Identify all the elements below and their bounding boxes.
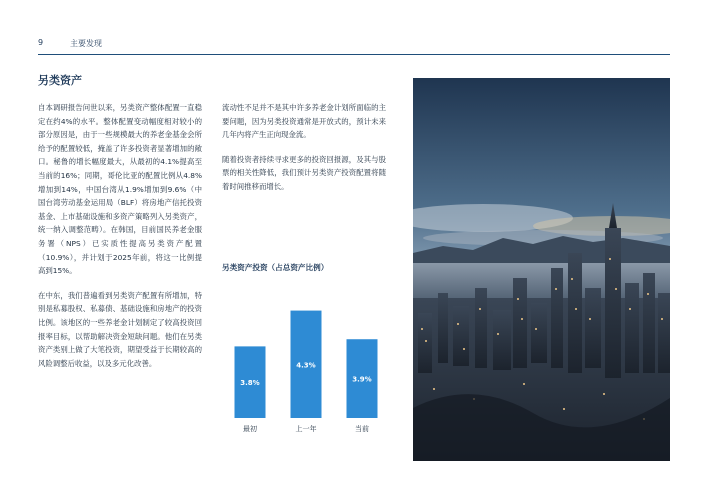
section-title: 主要发现	[70, 39, 102, 48]
header-divider	[38, 54, 670, 55]
paragraph: 流动性不足并不是其中许多养老金计划所面临的主要问题，因为另类投资通常是开放式的，预计未来几年内将产生正向现金流。	[222, 103, 386, 140]
page-number: 9	[38, 38, 44, 47]
paragraph: 自本调研报告问世以来，另类资产整体配置一直稳定在约4%的水平。整体配置变动幅度相对较小的部分原因是，由于一些规模最大的养老金基金会所给予的配置较低，掩盖了许多投资者显著增加的敞口。秘鲁的增长幅度最大，从最初的4.1%提高至当前的16%；同期，哥伦比亚的配置比例从4.8%增加到14%，中国台湾从1.9%增加到9.6%（中国台湾劳动基金运用局（BLF）将房地产信托投资基金、上市基础设施和多资产策略列入另类资产，统一纳入调整范畴）。在韩国，目前国民养老金服务署（NPS）已实质性提高另类资产配置（10.9%），并计划于2025年前，将这一比例提高到15%。	[38, 103, 202, 276]
chart-title: 另类资产投资（占总资产比例）	[222, 263, 329, 272]
bar-chart	[222, 285, 390, 445]
middle-column	[222, 101, 386, 205]
category-label: 当前	[355, 425, 369, 433]
city-skyline-photo	[413, 78, 670, 461]
left-column	[38, 101, 202, 381]
category-label: 最初	[243, 425, 257, 433]
bar-value-label: 3.8%	[240, 379, 260, 388]
bar-value-label: 4.3%	[296, 361, 316, 370]
article-title: 另类资产	[38, 74, 82, 87]
paragraph: 在中东，我们普遍看到另类资产配置有所增加，特别是私募股权、私募债、基础设施和房地产的投资比例。该地区的一些养老金计划制定了较高投资回报率目标，以帮助解决资金短缺问题。他们在另类资产类别上做了大笔投资，期望受益于长期较高的风险调整后收益，以及多元化改善。	[38, 290, 202, 368]
chart-canvas	[222, 285, 390, 445]
category-label: 上一年	[295, 425, 317, 433]
paragraph: 随着投资者持续寻求更多的投资回报源，及其与股票的相关性降低，我们预计另类资产投资配置将随着时间推移而增长。	[222, 154, 386, 191]
bar-value-label: 3.9%	[352, 375, 372, 384]
